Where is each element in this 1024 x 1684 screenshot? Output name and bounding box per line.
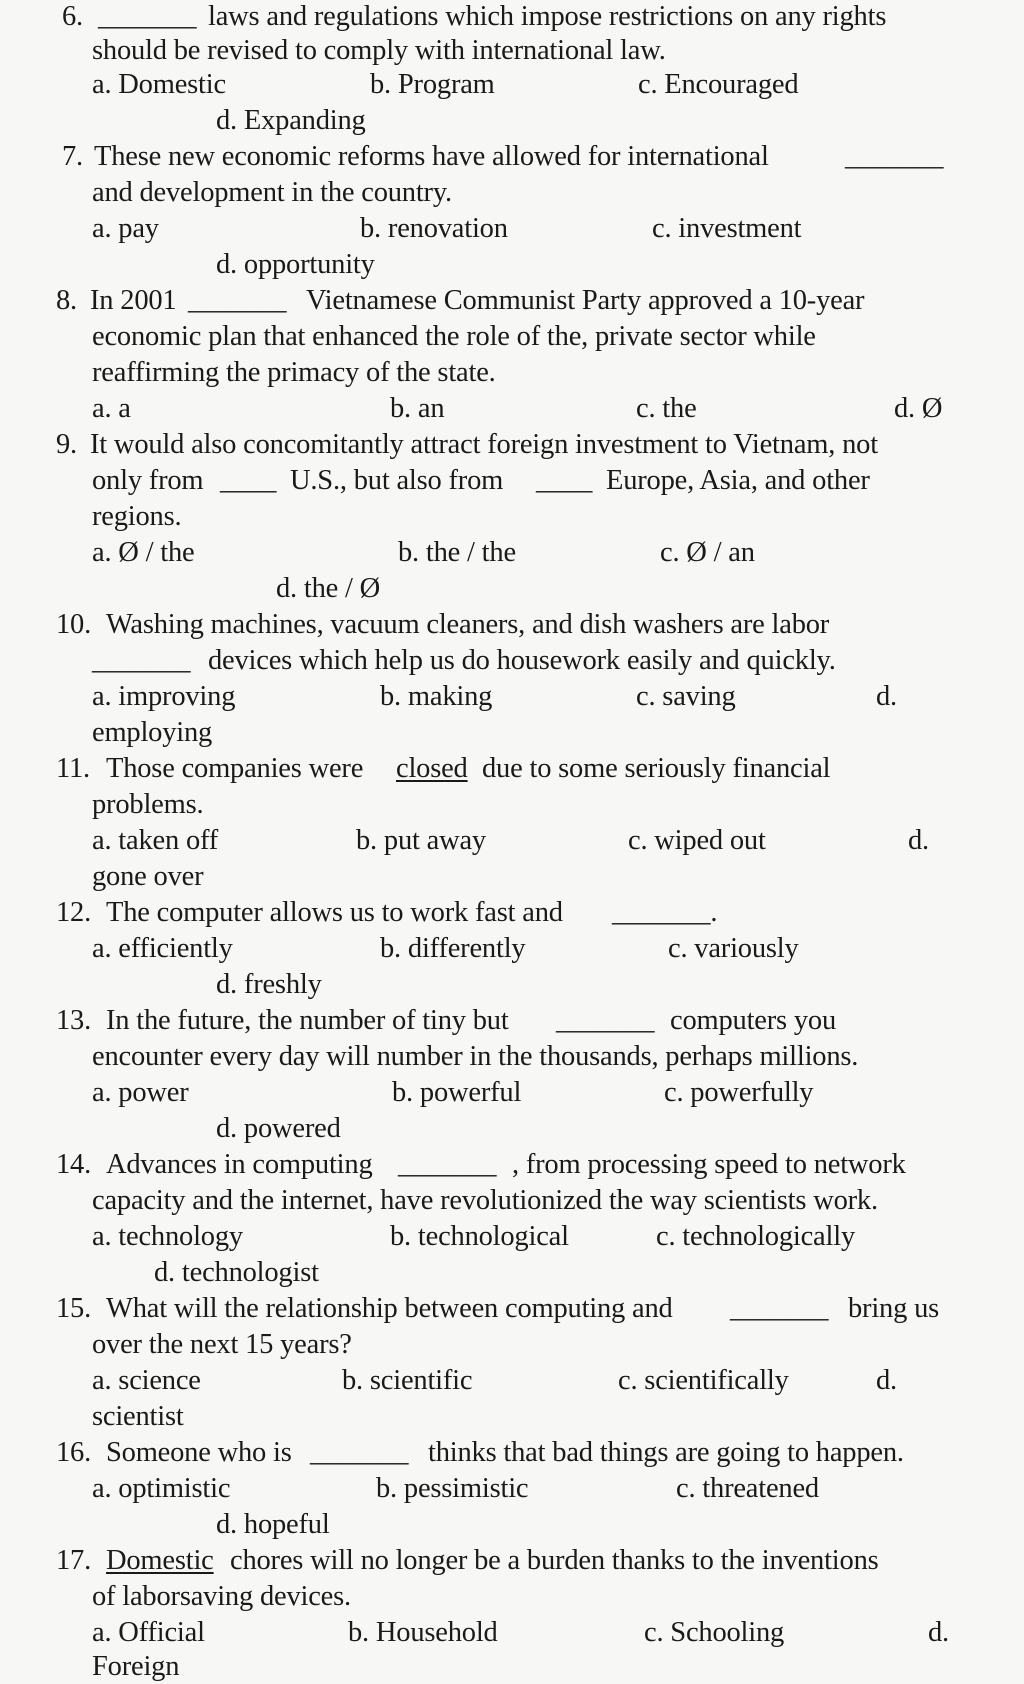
option-b[interactable]: b. Household xyxy=(348,1617,498,1648)
option-b[interactable]: b. renovation xyxy=(360,213,508,244)
option-a[interactable]: a. Official xyxy=(92,1617,205,1648)
question-text: thinks that bad things are going to happen. xyxy=(428,1437,904,1468)
question-text: Vietnamese Communist Party approved a 10-year xyxy=(306,285,865,316)
question-text: and development in the country. xyxy=(92,177,452,208)
option-a[interactable]: a. science xyxy=(92,1365,201,1396)
option-d[interactable]: d. xyxy=(876,1365,897,1396)
question-text: In the future, the number of tiny but xyxy=(106,1005,509,1036)
option-c[interactable]: c. technologically xyxy=(656,1221,855,1252)
answer-blank: _______ xyxy=(310,1437,409,1468)
option-b[interactable]: b. the / the xyxy=(398,537,516,568)
option-c[interactable]: c. investment xyxy=(652,213,802,244)
answer-blank-1: ____ xyxy=(220,465,277,496)
question-number: 6. xyxy=(62,1,83,32)
option-d-text[interactable]: gone over xyxy=(92,861,204,892)
option-d[interactable]: d. Expanding xyxy=(216,105,366,136)
question-text: U.S., but also from xyxy=(290,465,504,496)
answer-blank: _______ xyxy=(845,141,944,172)
question-number: 11. xyxy=(56,753,90,784)
option-a[interactable]: a. technology xyxy=(92,1221,243,1252)
question-text: devices which help us do housework easily and quickly. xyxy=(208,645,836,676)
question-number: 14. xyxy=(56,1149,92,1180)
question-number: 8. xyxy=(56,285,77,316)
question-text: of laborsaving devices. xyxy=(92,1581,351,1612)
option-d[interactable]: d. freshly xyxy=(216,969,322,1000)
option-c[interactable]: c. Schooling xyxy=(644,1617,785,1648)
option-d-text[interactable]: scientist xyxy=(92,1401,184,1432)
answer-blank: _______ xyxy=(98,1,197,32)
option-b[interactable]: b. technological xyxy=(390,1221,569,1252)
question-text: Washing machines, vacuum cleaners, and dish washers are labor xyxy=(106,609,830,640)
option-d[interactable]: d. xyxy=(928,1617,949,1648)
question-text: due to some seriously financial xyxy=(482,753,831,784)
option-a[interactable]: a. efficiently xyxy=(92,933,233,964)
question-text: In 2001 xyxy=(90,285,177,316)
question-number: 10. xyxy=(56,609,92,640)
question-text: Advances in computing xyxy=(106,1149,373,1180)
question-text: encounter every day will number in the thousands, perhaps millions. xyxy=(92,1041,859,1072)
question-text: economic plan that enhanced the role of the, private sector while xyxy=(92,321,816,352)
option-c[interactable]: c. Encouraged xyxy=(638,69,799,100)
option-d[interactable]: d. the / Ø xyxy=(276,573,381,604)
question-text: Europe, Asia, and other xyxy=(606,465,870,496)
option-b[interactable]: b. scientific xyxy=(342,1365,473,1396)
question-text: Someone who is xyxy=(106,1437,292,1468)
question-number: 16. xyxy=(56,1437,92,1468)
option-c[interactable]: c. threatened xyxy=(676,1473,819,1504)
question-text: regions. xyxy=(92,501,182,532)
answer-blank: _______ xyxy=(556,1005,655,1036)
option-d[interactable]: d. technologist xyxy=(154,1257,319,1288)
question-text: laws and regulations which impose restrictions on any rights xyxy=(208,1,887,32)
option-c[interactable]: c. wiped out xyxy=(628,825,766,856)
option-c[interactable]: c. the xyxy=(636,393,697,424)
question-text: Those companies were xyxy=(106,753,364,784)
question-number: 13. xyxy=(56,1005,92,1036)
option-d-text[interactable]: Foreign xyxy=(92,1651,180,1682)
answer-blank: _______ xyxy=(188,285,287,316)
option-b[interactable]: b. Program xyxy=(370,69,495,100)
option-d[interactable]: d. xyxy=(908,825,929,856)
option-a[interactable]: a. Ø / the xyxy=(92,537,195,568)
question-number: 15. xyxy=(56,1293,92,1324)
option-b[interactable]: b. an xyxy=(390,393,445,424)
question-text: problems. xyxy=(92,789,204,820)
option-a[interactable]: a. taken off xyxy=(92,825,219,856)
option-d[interactable]: d. hopeful xyxy=(216,1509,330,1540)
option-c[interactable]: c. Ø / an xyxy=(660,537,755,568)
option-d-text[interactable]: employing xyxy=(92,717,213,748)
question-text: chores will no longer be a burden thanks to the inventions xyxy=(230,1545,879,1576)
question-text: These new economic reforms have allowed for international xyxy=(94,141,769,172)
option-b[interactable]: b. put away xyxy=(356,825,486,856)
option-a[interactable]: a. optimistic xyxy=(92,1473,231,1504)
option-a[interactable]: a. improving xyxy=(92,681,236,712)
option-a[interactable]: a. a xyxy=(92,393,131,424)
question-text: The computer allows us to work fast and xyxy=(106,897,563,928)
option-c[interactable]: c. saving xyxy=(636,681,736,712)
option-b[interactable]: b. making xyxy=(380,681,493,712)
question-number: 17. xyxy=(56,1545,92,1576)
question-number: 12. xyxy=(56,897,92,928)
option-a[interactable]: a. pay xyxy=(92,213,159,244)
answer-blank: _______ xyxy=(398,1149,497,1180)
option-d[interactable]: d. xyxy=(876,681,897,712)
question-text: , from processing speed to network xyxy=(512,1149,906,1180)
answer-blank: _______ xyxy=(92,645,191,676)
option-d[interactable]: d. powered xyxy=(216,1113,341,1144)
option-a[interactable]: a. Domestic xyxy=(92,69,226,100)
answer-blank-2: ____ xyxy=(536,465,593,496)
question-text: bring us xyxy=(848,1293,940,1324)
question-text: capacity and the internet, have revolutionized the way scientists work. xyxy=(92,1185,878,1216)
answer-blank: _______. xyxy=(612,897,718,928)
question-number: 9. xyxy=(56,429,77,460)
question-text: only from xyxy=(92,465,204,496)
option-c[interactable]: c. powerfully xyxy=(664,1077,814,1108)
question-text: reaffirming the primacy of the state. xyxy=(92,357,496,388)
answer-blank: _______ xyxy=(730,1293,829,1324)
question-text: computers you xyxy=(670,1005,836,1036)
question-text: should be revised to comply with international law. xyxy=(92,35,666,66)
option-d[interactable]: d. opportunity xyxy=(216,249,375,280)
option-d[interactable]: d. Ø xyxy=(894,393,943,424)
option-c[interactable]: c. variously xyxy=(668,933,799,964)
question-text: What will the relationship between computing and xyxy=(106,1293,673,1324)
option-b[interactable]: b. differently xyxy=(380,933,526,964)
question-text: over the next 15 years? xyxy=(92,1329,352,1360)
underlined-word: Domestic xyxy=(106,1545,214,1576)
underlined-word: closed xyxy=(396,753,468,784)
option-b[interactable]: b. powerful xyxy=(392,1077,522,1108)
question-text: It would also concomitantly attract foreign investment to Vietnam, not xyxy=(90,429,878,460)
option-a[interactable]: a. power xyxy=(92,1077,189,1108)
option-b[interactable]: b. pessimistic xyxy=(376,1473,529,1504)
question-number: 7. xyxy=(62,141,83,172)
option-c[interactable]: c. scientifically xyxy=(618,1365,789,1396)
